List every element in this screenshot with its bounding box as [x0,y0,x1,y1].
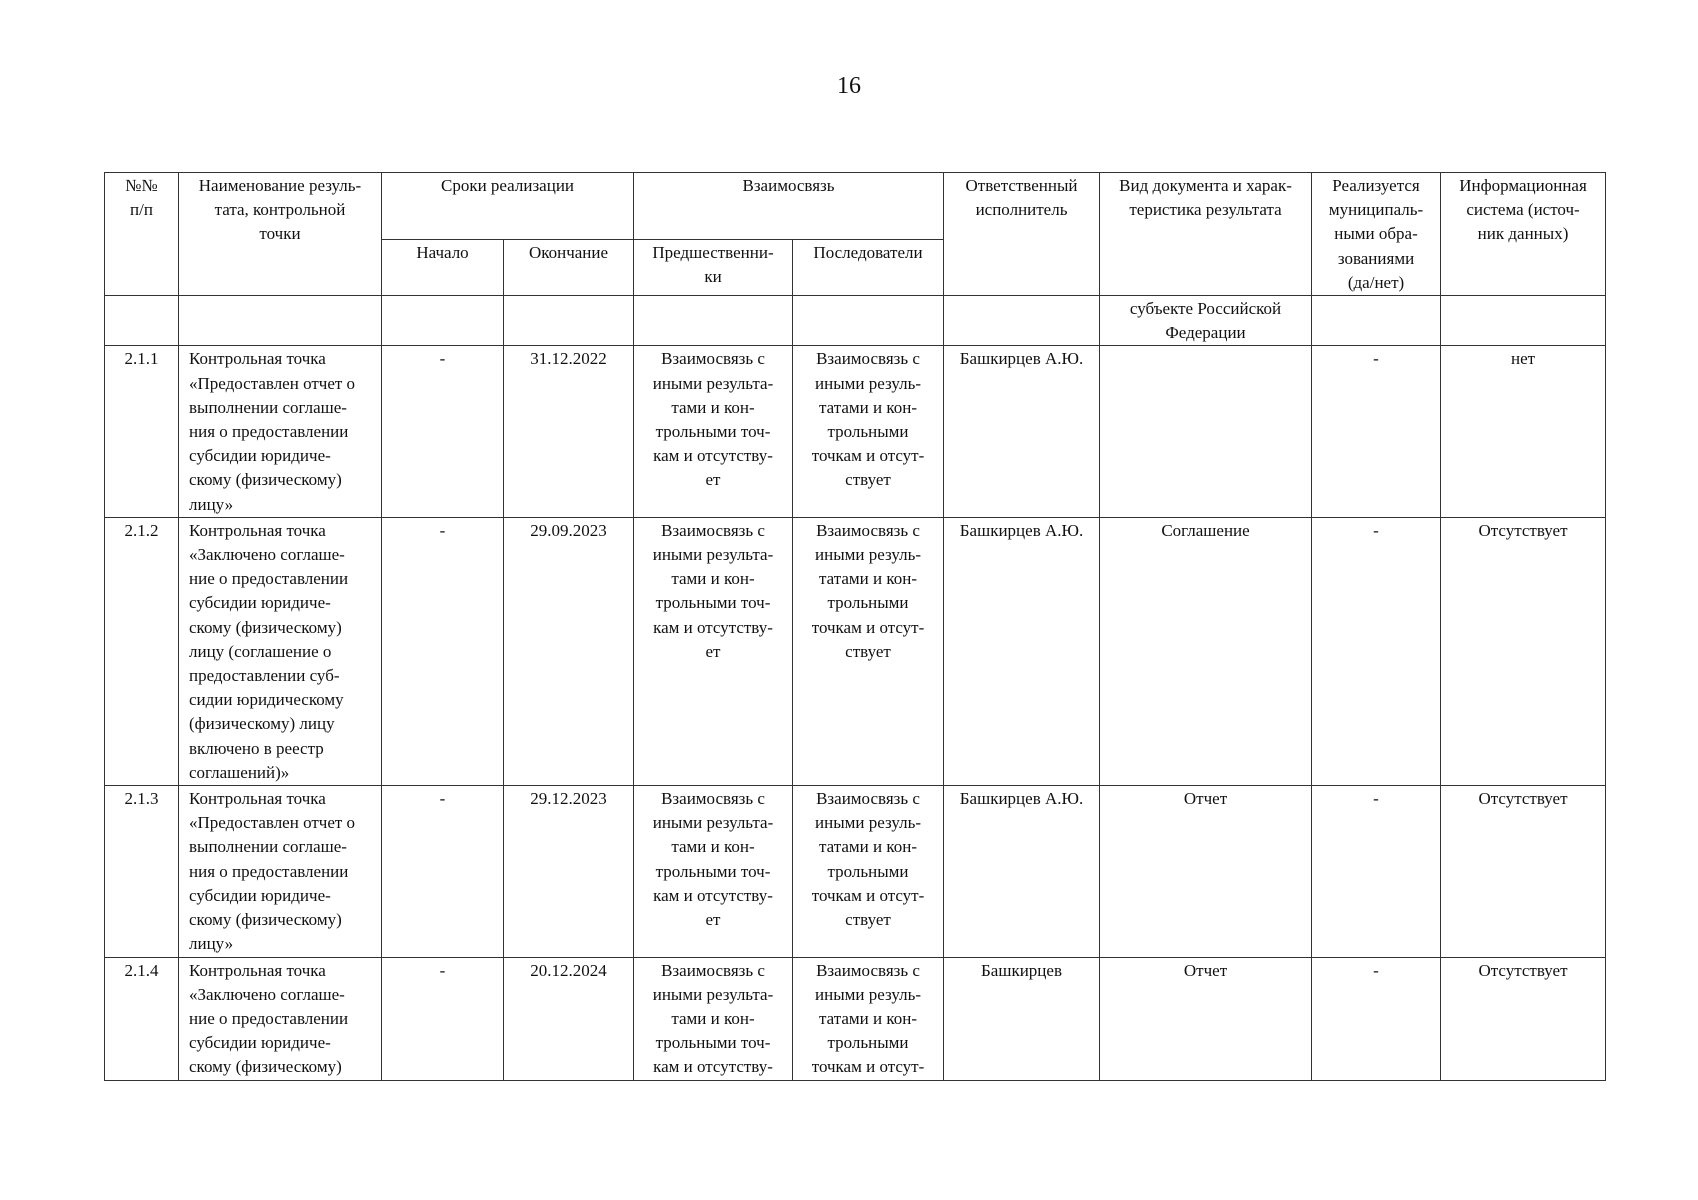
cell-predecessors: Взаимосвязь с иными результа- тами и кон- трольными точ- кам и отсутству- ет [634,517,793,785]
cell-municipal: - [1312,346,1441,517]
cell-start: - [382,786,504,957]
header-terms: Сроки реализации [382,173,634,240]
cell-name: Контрольная точка «Заключено соглаше- ние о предоставлении субсидии юридиче- скому (физическому) [179,957,382,1080]
header-end: Окончание [504,240,634,296]
cell-executor: Башкирцев А.Ю. [944,786,1100,957]
table-row [105,786,1606,957]
header-doc-type: Вид документа и харак- теристика результата [1100,173,1312,296]
header-num: №№ п/п [105,173,179,296]
cell-end: 29.09.2023 [504,517,634,785]
cell-successors: Взаимосвязь с иными резуль- татами и кон- трольными точкам и отсут- ствует [793,346,944,517]
cell-num: 2.1.1 [105,346,179,517]
cell-end: 29.12.2023 [504,786,634,957]
cell-info-system: нет [1441,346,1606,517]
cell-predecessors: Взаимосвязь с иными результа- тами и кон- трольными точ- кам и отсутству- ет [634,786,793,957]
header-predecessors: Предшественни- ки [634,240,793,296]
continuation-doc-type: субъекте Российской Федерации [1100,296,1312,346]
cell-end: 20.12.2024 [504,957,634,1080]
cell-num: 2.1.4 [105,957,179,1080]
cell-doc-type: Соглашение [1100,517,1312,785]
cell-executor: Башкирцев [944,957,1100,1080]
cell-successors: Взаимосвязь с иными резуль- татами и кон- трольными точкам и отсут- ствует [793,786,944,957]
cell-start: - [382,517,504,785]
cell-municipal: - [1312,786,1441,957]
table-row [105,517,1606,785]
cell-num: 2.1.3 [105,786,179,957]
header-name: Наименование резуль- тата, контрольной точки [179,173,382,296]
cell-info-system: Отсутствует [1441,957,1606,1080]
cell-name: Контрольная точка «Предоставлен отчет о выполнении соглаше- ния о предоставлении субсидии юридиче- скому (физическому) лицу» [179,346,382,517]
cell-info-system: Отсутствует [1441,517,1606,785]
header-start: Начало [382,240,504,296]
cell-predecessors: Взаимосвязь с иными результа- тами и кон- трольными точ- кам и отсутству- ет [634,346,793,517]
cell-num: 2.1.2 [105,517,179,785]
header-relation: Взаимосвязь [634,173,944,240]
table-row [105,346,1606,517]
cell-doc-type: Отчет [1100,786,1312,957]
cell-successors: Взаимосвязь с иными резуль- татами и кон- трольными точкам и отсут- [793,957,944,1080]
table-row [105,957,1606,1080]
cell-municipal: - [1312,517,1441,785]
header-municipal: Реализуется муниципаль- ными обра- зованиями (да/нет) [1312,173,1441,296]
cell-successors: Взаимосвязь с иными резуль- татами и кон- трольными точкам и отсут- ствует [793,517,944,785]
continuation-row [105,296,1606,346]
cell-executor: Башкирцев А.Ю. [944,346,1100,517]
cell-name: Контрольная точка «Предоставлен отчет о выполнении соглаше- ния о предоставлении субсидии юридиче- скому (физическому) лицу» [179,786,382,957]
header-executor: Ответственный исполнитель [944,173,1100,296]
header-info-system: Информационная система (источ- ник данных) [1441,173,1606,296]
cell-predecessors: Взаимосвязь с иными результа- тами и кон- трольными точ- кам и отсутству- [634,957,793,1080]
control-points-table [104,172,1606,1081]
cell-doc-type: Отчет [1100,957,1312,1080]
cell-end: 31.12.2022 [504,346,634,517]
cell-municipal: - [1312,957,1441,1080]
page-number: 16 [837,73,861,99]
cell-executor: Башкирцев А.Ю. [944,517,1100,785]
cell-start: - [382,346,504,517]
header-row-top [105,173,1606,240]
cell-info-system: Отсутствует [1441,786,1606,957]
cell-name: Контрольная точка «Заключено соглаше- ние о предоставлении субсидии юридиче- скому (физическому) лицу (соглашение о предоставлении суб- сидии юридическому (физическому) лицу включено в реестр соглашений)» [179,517,382,785]
cell-start: - [382,957,504,1080]
header-successors: Последователи [793,240,944,296]
cell-doc-type [1100,346,1312,517]
